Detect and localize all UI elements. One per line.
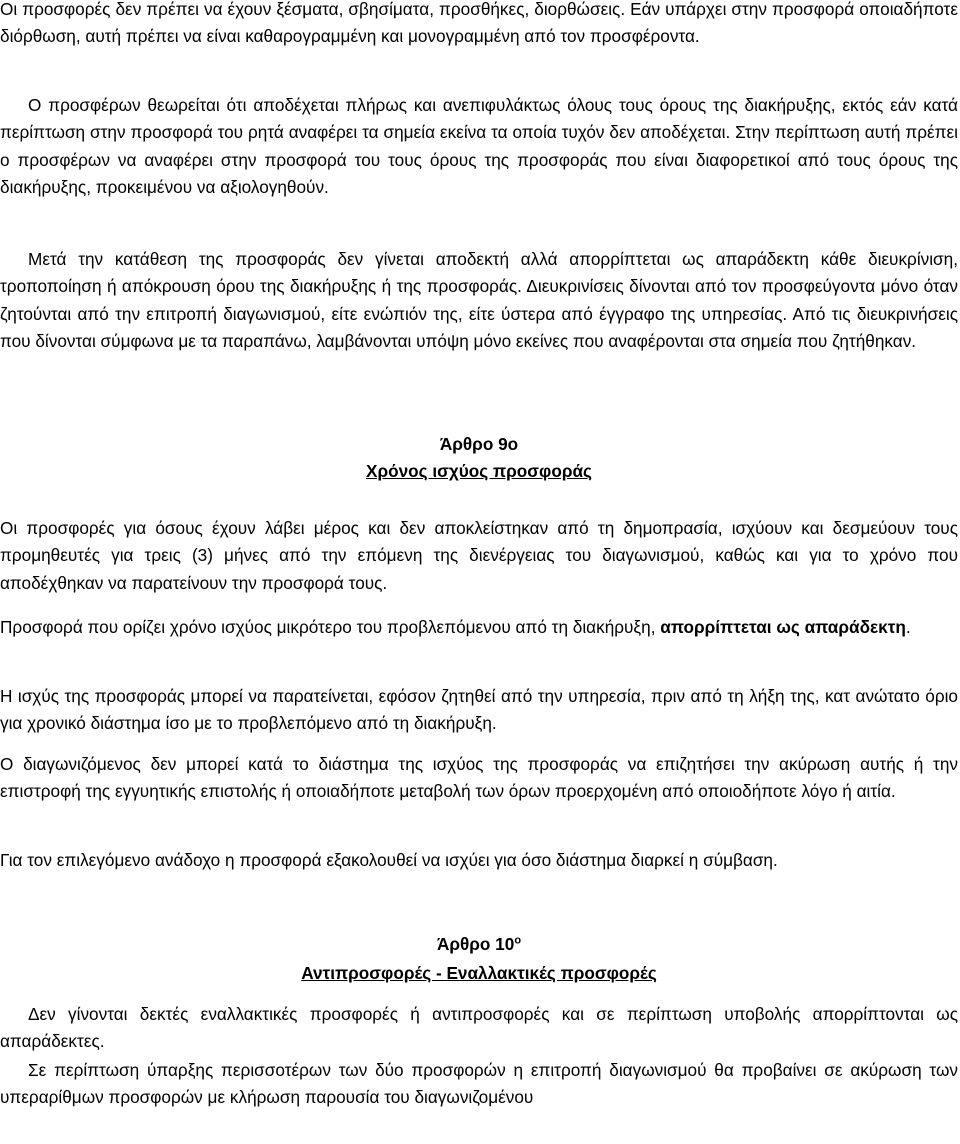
shorter-validity-text: Προσφορά που ορίζει χρόνο ισχύος μικρότερο του προβλεπόμενου από τη διακήρυξη, <box>0 617 656 637</box>
article-9-heading: Άρθρο 9ο <box>439 434 519 454</box>
article-9-paragraph-no-withdrawal: Ο διαγωνιζόμενος δεν μπορεί κατά το διάστημα της ισχύος της προσφοράς να επιζητήσει την ακύρωση αυτής ή την επιστροφή της εγγυητικής επιστολής ή οποιαδήποτε μεταβολή των όρων προερχομένη από οποιοδήποτε λόγο ή αιτία. <box>0 754 958 802</box>
rejected-as-inadmissible-text: απορρίπτεται ως απαράδεκτη <box>660 617 906 637</box>
article-10-heading <box>0 931 958 958</box>
paragraph-corrections: Οι προσφορές δεν πρέπει να έχουν ξέσματα, σβησίματα, προσθήκες, διορθώσεις. Εάν υπάρχει στην προσφορά οποιαδήποτε διόρθωση, αυτή πρέπει να είναι καθαρογραμμένη και μονογραμμένη από τον προσφέροντα. <box>0 0 958 47</box>
article-10-title <box>0 960 958 987</box>
article-9-paragraph-validity: Οι προσφορές για όσους έχουν λάβει μέρος και δεν αποκλείστηκαν από τη δημοπρασία, ισχύουν και δεσμεύουν τους προμηθευτές για τρεις (3) μήνες από την επόμενη της διενέργειας του διαγωνισμού, καθώς και για το χρόνο που αποδέχθηκαν να παρατείνουν την προσφορά τους. <box>0 518 958 593</box>
article-10-heading-text: Άρθρο 10 <box>436 934 515 954</box>
article-10-paragraph-excess-offers: Σε περίπτωση ύπαρξης περισσοτέρων των δύο προσφορών η επιτροπή διαγωνισμού θα προβαίνει σε ακύρωση των υπεραρίθμων προσφορών με κλήρωση παρουσία του διαγωνιζομένου <box>0 1060 958 1108</box>
shorter-validity-end: . <box>905 617 911 637</box>
article-9-paragraph-shorter-validity <box>0 614 958 641</box>
article-10-paragraph-alternatives: Δεν γίνονται δεκτές εναλλακτικές προσφορές ή αντιπροσφορές και σε περίπτωση υποβολής απορρίπτονται ως απαράδεκτες. <box>0 1004 958 1052</box>
article-9-paragraph-extension: Η ισχύς της προσφοράς μπορεί να παρατείνεται, εφόσον ζητηθεί από την υπηρεσία, πριν από τη λήξη της, κατ ανώτατο όριο για χρονικό διάστημα ίσο με το προβλεπόμενο από τη διακήρυξη. <box>0 686 958 734</box>
article-9-title <box>0 458 958 485</box>
paragraph-acceptance-of-terms: Ο προσφέρων θεωρείται ότι αποδέχεται πλήρως και ανεπιφυλάκτως όλους τους όρους της διακήρυξης, εκτός εάν κατά περίπτωση στην προσφορά του ρητά αναφέρει τα σημεία εκείνα τα οποία τυχόν δεν αποδέχεται. Στην περίπτωση αυτή πρέπει ο προσφέρων να αναφέρει στην προσφορά του τους όρους της προσφοράς που είναι διαφορετικοί από τους όρους της διακήρυξης, προκειμένου να αξιολογηθούν. <box>0 95 958 197</box>
article-9-paragraph-contractor: Για τον επιλεγόμενο ανάδοχο η προσφορά εξακολουθεί να ισχύει για όσο διάστημα διαρκεί η σύμβαση. <box>0 850 778 870</box>
article-9-title-text: Χρόνος ισχύος προσφοράς <box>366 461 592 481</box>
article-10-heading-superscript: ο <box>514 934 522 947</box>
paragraph-clarifications: Μετά την κατάθεση της προσφοράς δεν γίνεται αποδεκτή αλλά απορρίπτεται ως απαράδεκτη κάθε διευκρίνιση, τροποποίηση ή απόκρουση όρου της διακήρυξης ή της προσφοράς. Διευκρινίσεις δίνονται από τον προσφεύγοντα μόνο όταν ζητούνται από την επιτροπή διαγωνισμού, είτε ενώπιόν της, είτε ύστερα από έγγραφο της υπηρεσίας. Από τις διευκρινήσεις που δίνονται σύμφωνα με τα παραπάνω, λαμβάνονται υπόψη μόνο εκείνες που αναφέρονται στα σημεία που ζητήθηκαν. <box>0 249 958 351</box>
article-10-title-text: Αντιπροσφορές - Εναλλακτικές προσφορές <box>301 963 657 983</box>
